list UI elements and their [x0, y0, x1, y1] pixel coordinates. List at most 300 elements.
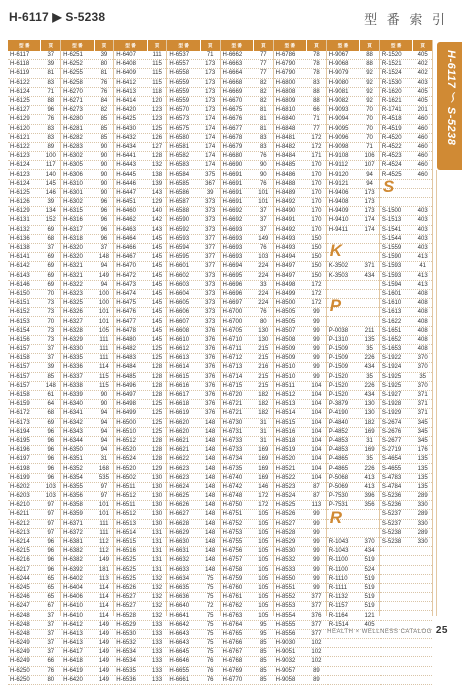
table-row: [8, 281, 60, 290]
page-ref: 71: [313, 116, 320, 123]
model-number: H-6484: [116, 364, 136, 371]
column-header: [327, 40, 379, 51]
model-number: H-6315: [63, 208, 83, 215]
page-ref: 104: [311, 410, 322, 417]
model-number: H-6511: [116, 502, 136, 509]
model-number: H-6582: [169, 153, 190, 160]
page-ref: 149: [98, 640, 109, 647]
model-number: H-6154: [10, 327, 30, 334]
model-number: H-6408: [116, 61, 136, 68]
model-number: H-8514: [275, 410, 296, 417]
model-number: H-6434: [116, 143, 136, 150]
table-row: [327, 281, 379, 290]
page-ref: 75: [206, 649, 214, 656]
page-ref: 135: [417, 483, 428, 490]
table-row: [114, 345, 166, 354]
page-ref: 460: [417, 153, 428, 160]
page-ref: 115: [99, 373, 109, 380]
table-row: [221, 520, 273, 529]
table-row: [221, 244, 273, 253]
page-ref: 145: [152, 318, 163, 325]
model-number: H-9079: [328, 70, 349, 77]
model-number: H-8505: [275, 309, 296, 316]
table-row: [221, 170, 273, 179]
model-number: H-6404: [63, 584, 83, 591]
model-number: S-1593: [381, 272, 402, 279]
model-number: H-6675: [222, 107, 243, 114]
table-row: [274, 97, 326, 106]
page-ref: 148: [205, 539, 216, 546]
model-number: H-6587: [169, 199, 190, 206]
page-ref: 403: [417, 79, 428, 86]
table-row: [380, 419, 432, 428]
table-row: [221, 529, 273, 538]
page-ref: 148: [205, 511, 216, 518]
page-ref: 120: [152, 98, 163, 105]
model-number: H-6691: [222, 199, 243, 206]
page-ref: 76: [206, 676, 214, 683]
table-row: [8, 60, 60, 69]
page-ref: 105: [258, 529, 269, 536]
page-ref: 133: [152, 667, 163, 674]
page-ref: 149: [98, 676, 109, 683]
table-row: [380, 538, 432, 547]
table-row: [221, 621, 273, 630]
table-row: [221, 538, 273, 547]
table-row: [114, 170, 166, 179]
table-row: [380, 198, 432, 207]
table-row: [380, 474, 432, 483]
table-row: [61, 345, 113, 354]
page-ref: 72: [206, 603, 214, 610]
page-ref: 149: [98, 557, 109, 564]
model-number: P-1520: [328, 382, 349, 389]
table-row: [221, 373, 273, 382]
page-ref: 402: [417, 70, 428, 77]
page-ref: 85: [100, 134, 108, 141]
model-number: H-6512: [116, 511, 136, 518]
table-row: [274, 134, 326, 143]
model-number: H-8488: [275, 180, 296, 187]
page-ref: 135: [364, 336, 375, 343]
table-row: [61, 639, 113, 648]
table-row: [114, 106, 166, 115]
page-ref: 37: [47, 640, 55, 647]
model-number: H-9095: [328, 125, 349, 132]
model-number: H-8509: [275, 346, 296, 353]
page-ref: 71: [47, 88, 55, 95]
table-row: [221, 455, 273, 464]
model-number: H-8520: [275, 456, 296, 463]
table-row: [380, 51, 432, 60]
page-ref: 105: [98, 327, 109, 334]
page-ref: 73: [47, 327, 55, 334]
model-number: H-6693: [222, 226, 243, 233]
table-row: [167, 501, 219, 510]
table-row: [114, 272, 166, 281]
model-number: K-3503: [328, 272, 349, 279]
table-row: [61, 143, 113, 152]
page-ref: 90: [100, 143, 108, 150]
table-row: [114, 391, 166, 400]
table-row: [167, 134, 219, 143]
model-number: H-6748: [222, 493, 243, 500]
model-number: H-6211: [10, 511, 30, 518]
model-number: H-6302: [63, 153, 83, 160]
page-ref: 182: [364, 419, 375, 426]
model-number: H-8512: [275, 392, 296, 399]
page-ref: 376: [205, 401, 216, 408]
table-row: [61, 575, 113, 584]
model-number: H-6642: [169, 621, 190, 628]
model-number: S-1613: [381, 309, 402, 316]
model-number: H-8498: [275, 281, 296, 288]
table-row: [221, 547, 273, 556]
page-ref: 70: [366, 116, 373, 123]
table-row: [167, 115, 219, 124]
table-row: [114, 501, 166, 510]
page-ref: 97: [47, 502, 55, 509]
table-row: [8, 134, 60, 143]
table-row: [380, 253, 432, 262]
model-number: H-6636: [169, 594, 190, 601]
model-number: H-6534: [116, 658, 136, 665]
table-row: [61, 391, 113, 400]
model-number: H-6761: [222, 594, 243, 601]
page-ref: 95: [259, 621, 267, 628]
model-number: H-6696: [222, 281, 243, 288]
model-number: H-6710: [222, 336, 243, 343]
model-number: H-6755: [222, 539, 243, 546]
page-ref: 170: [311, 199, 322, 206]
table-row: [167, 556, 219, 565]
page-ref: 112: [99, 548, 109, 555]
page-ref: 173: [205, 98, 216, 105]
model-number: H-6731: [222, 428, 243, 435]
page-ref: 172: [311, 281, 322, 288]
table-row: [274, 639, 326, 648]
page-ref: 31: [259, 419, 267, 426]
page-ref: 96: [100, 235, 108, 242]
page-ref: 99: [313, 575, 320, 582]
table-row: [167, 363, 219, 372]
model-number: H-6669: [222, 88, 243, 95]
table-row: [8, 363, 60, 372]
page-ref: 81: [259, 125, 267, 132]
table-row: [8, 354, 60, 363]
model-number: H-6808: [275, 88, 296, 95]
model-number: H-9030: [275, 640, 296, 647]
page-ref: 128: [152, 373, 163, 380]
column-header-page: 頁: [95, 40, 114, 51]
model-number: H-6474: [116, 290, 136, 297]
table-row: [327, 382, 379, 391]
model-number: H-6282: [63, 134, 83, 141]
table-row: [380, 547, 432, 556]
page-ref: 132: [152, 162, 163, 169]
page-ref: 143: [152, 226, 163, 233]
table-row: [8, 520, 60, 529]
model-number: H-8497: [275, 263, 296, 270]
page-ref: 69: [47, 263, 55, 270]
page-ref: 170: [311, 217, 322, 224]
table-row: [274, 143, 326, 152]
model-number: H-6536: [116, 676, 136, 683]
model-number: H-9094: [328, 116, 349, 123]
table-row: [61, 253, 113, 262]
page-ref: 402: [417, 61, 428, 68]
table-row: [274, 538, 326, 547]
model-number: S-5238: [381, 539, 402, 546]
page-ref: 146: [258, 483, 269, 490]
model-number: P-4190: [328, 410, 349, 417]
index-column: [167, 40, 220, 683]
table-row: [221, 189, 273, 198]
table-row: [8, 152, 60, 161]
page-ref: 367: [205, 180, 216, 187]
page-ref: 130: [364, 401, 375, 408]
table-row: [380, 308, 432, 317]
page-ref: 128: [152, 392, 163, 399]
table-row: [221, 152, 273, 161]
table-row: [61, 308, 113, 317]
page-ref: 173: [205, 61, 216, 68]
page-ref: 145: [152, 327, 163, 334]
model-number: H-6616: [169, 382, 190, 389]
table-row: [274, 474, 326, 483]
model-number: H-8526: [275, 511, 296, 518]
table-row: [221, 363, 273, 372]
model-number: H-6381: [63, 539, 83, 546]
page-ref: 75: [206, 575, 214, 582]
model-number: H-6443: [116, 162, 136, 169]
page-ref: 99: [313, 336, 320, 343]
page-ref: 33: [259, 281, 267, 288]
model-number: H-6693: [222, 245, 243, 252]
table-row: [327, 262, 379, 271]
table-row: [274, 657, 326, 666]
table-row: [380, 88, 432, 97]
table-row: [327, 97, 379, 106]
table-row: [8, 676, 60, 685]
page-ref: 114: [99, 594, 109, 601]
column-header-page: 頁: [201, 40, 220, 51]
page-ref: 434: [364, 548, 375, 555]
model-number: H-8484: [275, 153, 296, 160]
page-ref: 172: [311, 290, 322, 297]
column-header: [274, 40, 326, 51]
table-row: [380, 363, 432, 372]
page-ref: 173: [205, 88, 216, 95]
table-row: [327, 602, 379, 611]
model-number: H-6735: [222, 465, 243, 472]
table-row: [167, 189, 219, 198]
page-ref: 377: [205, 245, 216, 252]
table-row: [274, 648, 326, 657]
page-ref: 226: [364, 355, 375, 362]
page-ref: 172: [258, 493, 269, 500]
table-row: [274, 115, 326, 124]
model-number: H-8490: [275, 208, 296, 215]
page-ref: 148: [205, 456, 216, 463]
page-ref: 105: [258, 612, 269, 619]
page-ref: 100: [45, 153, 56, 160]
table-row: [167, 170, 219, 179]
page-ref: 170: [311, 226, 322, 233]
table-row: [221, 226, 273, 235]
page-ref: 37: [47, 612, 55, 619]
page-ref: 104: [311, 447, 322, 454]
model-number: H-9057: [275, 667, 296, 674]
page-ref: 66: [313, 107, 320, 114]
table-row: [8, 400, 60, 409]
table-row: [8, 501, 60, 510]
table-row: [274, 308, 326, 317]
model-number: H-6250: [10, 676, 30, 683]
model-number: H-6432: [116, 134, 136, 141]
model-number: H-6249: [10, 640, 30, 647]
table-row: [61, 226, 113, 235]
table-row: [327, 648, 379, 657]
table-row: [61, 272, 113, 281]
model-number: H-9408: [328, 199, 349, 206]
page-ref: 413: [364, 483, 375, 490]
page-ref: 104: [311, 382, 322, 389]
model-number: H-6586: [169, 189, 190, 196]
model-number: H-6122: [10, 79, 30, 86]
page-ref: 174: [205, 125, 216, 132]
page-ref: 377: [311, 630, 322, 637]
page-ref: 35: [419, 373, 426, 380]
table-row: [327, 464, 379, 473]
table-row: [274, 88, 326, 97]
model-number: H-6620: [169, 419, 190, 426]
page-ref: 373: [205, 309, 216, 316]
model-number: H-6250: [10, 667, 30, 674]
table-row: [8, 115, 60, 124]
model-number: H-6142: [10, 263, 30, 270]
table-row: [380, 79, 432, 88]
page-ref: 96: [47, 428, 55, 435]
model-number: H-6420: [63, 676, 83, 683]
model-number: H-6692: [222, 208, 243, 215]
page-ref: 174: [205, 162, 216, 169]
model-number: H-6570: [169, 107, 190, 114]
page-ref: 83: [47, 125, 55, 132]
table-row: [327, 115, 379, 124]
model-number: H-6700: [222, 318, 243, 325]
page-ref: 123: [152, 116, 163, 123]
page-ref: 148: [205, 566, 216, 573]
page-ref: 434: [364, 364, 375, 371]
column-header-page: 頁: [360, 40, 379, 51]
table-row: [61, 180, 113, 189]
page-ref: 330: [417, 539, 428, 546]
model-number: H-6621: [169, 447, 190, 454]
table-row: [114, 354, 166, 363]
page-ref: 376: [205, 373, 216, 380]
page-ref: 83: [313, 79, 320, 86]
table-row: [221, 667, 273, 676]
page-ref: 105: [258, 548, 269, 555]
table-row: [221, 79, 273, 88]
table-row: [221, 602, 273, 611]
table-row: [327, 51, 379, 60]
table-row: [167, 547, 219, 556]
page-ref: 371: [364, 263, 375, 270]
table-row: [274, 584, 326, 593]
table-row: [114, 235, 166, 244]
column-header-model: 型 番: [327, 40, 360, 51]
page-ref: 224: [258, 290, 269, 297]
model-number: H-8499: [275, 290, 296, 297]
page-ref: 75: [206, 640, 214, 647]
page-ref: 169: [258, 447, 269, 454]
page-ref: 92: [366, 88, 373, 95]
model-number: H-6499: [116, 410, 136, 417]
model-number: H-6721: [222, 401, 243, 408]
table-row: [274, 262, 326, 271]
table-row: [380, 134, 432, 143]
column-header-page: 頁: [148, 40, 167, 51]
page-ref: 173: [364, 199, 375, 206]
model-number: H-6172: [10, 410, 30, 417]
table-row: [274, 593, 326, 602]
model-number: H-6247: [10, 603, 30, 610]
model-number: H-6194: [10, 428, 30, 435]
table-row: [167, 97, 219, 106]
page-ref: 39: [47, 364, 55, 371]
model-number: H-6621: [169, 437, 190, 444]
page-ref: 330: [417, 502, 428, 509]
table-row: [221, 161, 273, 170]
page-ref: 76: [259, 153, 267, 160]
table-row: [61, 648, 113, 657]
model-number: R-1520: [381, 52, 402, 59]
table-row: [274, 216, 326, 225]
model-number: P-4840: [328, 419, 349, 426]
model-number: H-6358: [63, 502, 83, 509]
page-ref: 138: [152, 171, 163, 178]
model-number: H-6258: [63, 79, 83, 86]
model-number: H-6532: [116, 640, 136, 647]
page-ref: 143: [152, 189, 163, 196]
page-ref: 94: [366, 180, 373, 187]
model-number: H-8511: [275, 382, 295, 389]
model-number: S-1925: [381, 373, 402, 380]
table-row: [167, 198, 219, 207]
model-number: H-6460: [116, 208, 136, 215]
table-row: [327, 428, 379, 437]
page-ref: 77: [259, 61, 267, 68]
table-row: [221, 180, 273, 189]
table-row: [167, 336, 219, 345]
page-ref: 37: [100, 245, 108, 252]
table-row: [114, 373, 166, 382]
page-ref: 99: [313, 557, 320, 564]
table-row: [114, 134, 166, 143]
model-number: H-6581: [169, 143, 190, 150]
page-ref: 148: [45, 382, 56, 389]
model-number: S-1559: [381, 245, 402, 252]
page-ref: 215: [258, 382, 269, 389]
table-row: [274, 409, 326, 418]
page-ref: 403: [417, 245, 428, 252]
table-row: [61, 483, 113, 492]
page-ref: 102: [311, 640, 322, 647]
column-header-model: 型 番: [8, 40, 41, 51]
table-row: [61, 428, 113, 437]
